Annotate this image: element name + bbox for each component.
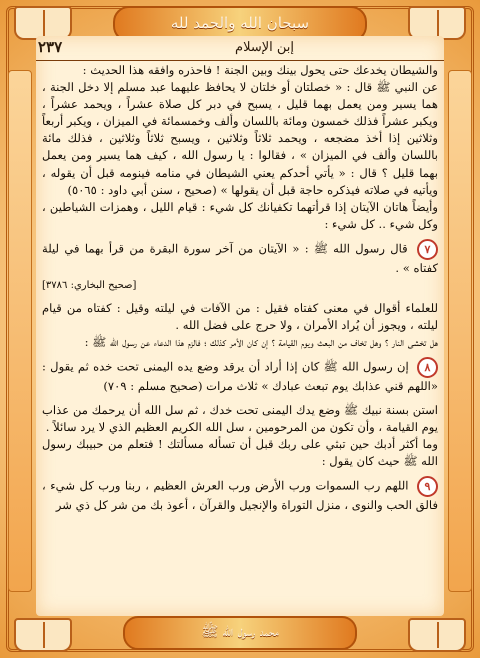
right-ornament [448, 70, 472, 592]
left-ornament [8, 70, 32, 592]
paragraph: للعلماء أقوال في معنى كفتاه فقيل : من الآفات في ليلته وقيل : كفتاه من قيام ليلته ، ويجوز أن يُراد الأمران ، ولا حرج على فضل الله . [42, 301, 438, 333]
paragraph: وما أكثر أدبك حين تبثي على ربك قبل أن تسأله مسألتك ! فتعلم من حبيبك رسول الله ﷺ حيث كان يقول : [42, 436, 438, 468]
paragraph: والشيطان يخدعك حتى يحول بينك وبين الجنة ! فاحذره وافقه هذا الحديث : [82, 63, 438, 77]
item-text: إن رسول الله ﷺ كان إذا أراد أن يرقد وضع يده اليمنى تحت خده ثم يقول : «اللهم قني عذابك يوم تبعث عبادك » ثلاث مرات (صحيح مسلم : ٧٠٩) [42, 359, 438, 394]
book-icon [14, 618, 72, 652]
book-icon [14, 6, 72, 40]
page-header [36, 38, 444, 61]
top-calligraphy-banner: سبحان الله والحمد لله [113, 6, 367, 42]
paragraph: وأيضاً هاتان الآيتان إذا قرأتهما تكفيانك كل شيء : قيام الليل ، وهمزات الشياطين ، وكل شيء .. كل شيء : [42, 199, 438, 231]
item-text: اللهم رب السموات ورب الأرض ورب العرش العظيم ، ربنا ورب كل شيء ، فالق الحب والنوى ، منزل التوراة والإنجيل والقرآن ، أعوذ بك من شر كل ذي شر [42, 478, 438, 512]
item-text: قال رسول الله ﷺ : « الآيتان من آخر سورة البقرة من قرأ بهما في ليلة كفتاه » . [42, 241, 438, 275]
page-content [36, 36, 444, 616]
paragraph: عن النبي ﷺ قال : « خصلتان أو خلتان لا يحافظ عليهما عبد مسلم إلا دخل الجنة ، هما يسير ومن يعمل بهما قليل ، يسبح في دبر كل صلاة عشراً ، ويحمد عشراً ، ويكبر عشراً فذلك خمسون ومائة باللسان وألف وخمسمائة في الميزان ، ويكبر أربعاً وثلاثين إذا أخذ مضجعه ، ويحمد ثلاثاً وثلاثين ، ويسبح ثلاثاً وثلاثين ، فذلك مائة باللسان وألف في الميزان » ، فقالوا : يا رسول الله ، كيف هما يسير ومن يعمل بهما قليل ؟ قال : « يأتي أحدكم يعني الشيطان في منامه فينومه قبل أن يقوله ، ويأتيه في صلاته فيذكره حاجة قبل أن يقولها » (صحيح ، سنن أبي داود : ٥٠٦٥) [42, 80, 438, 197]
number-badge: ٧ [417, 239, 438, 260]
bottom-calligraphy-banner: محمد رسول الله ﷺ [123, 616, 357, 650]
number-badge: ٩ [417, 476, 438, 497]
item-9 [42, 476, 438, 514]
item-8 [42, 357, 438, 395]
book-icon [408, 6, 466, 40]
page-number: ٢٣٧ [38, 38, 63, 56]
paragraph: هل تخشى النار ؟ وهل تخاف من البعث ويوم القيامة ؟ إن كان الأمر كذلك ؛ فالزم هذا الدعاء عن رسول الله ﷺ : [84, 335, 438, 350]
paragraph: استن بسنة نبيك ﷺ وضع يدك اليمنى تحت خدك ، ثم سل الله أن يرحمك من عذاب يوم القيامة ، وأن تكون من المرحومين ، سل الله الكريم العظيم الذي لا يرد سائلاً . [42, 402, 438, 434]
chapter-title: إبن الإسلام [235, 40, 294, 55]
book-icon [408, 618, 466, 652]
number-badge: ٨ [417, 357, 438, 378]
reference: [صحيح البخاري: ٣٧٨٦] [42, 280, 137, 292]
body-text [42, 62, 438, 612]
item-7 [42, 239, 438, 277]
